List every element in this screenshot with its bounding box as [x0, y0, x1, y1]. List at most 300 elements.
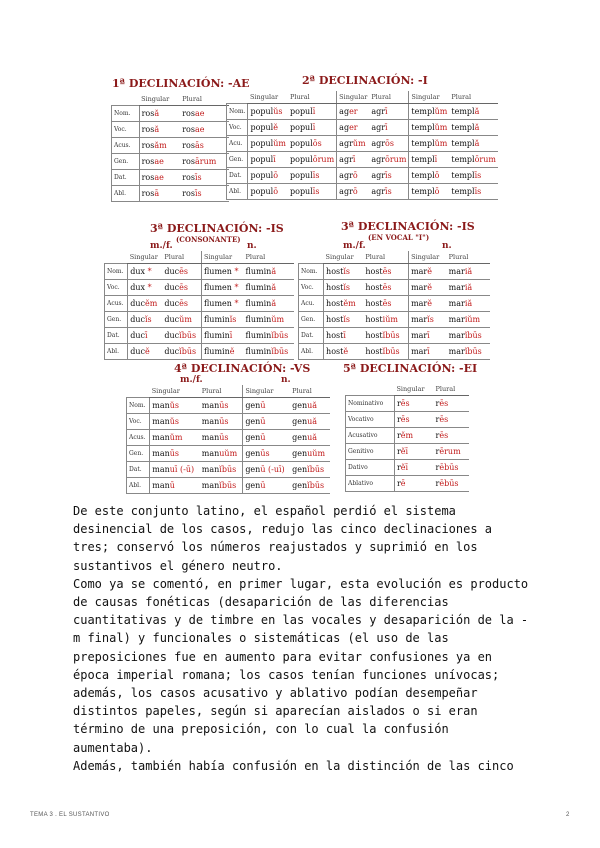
form-cell [150, 414, 200, 430]
word-stem: popul [250, 107, 274, 116]
word-stem: agr [371, 107, 386, 116]
form-cell [162, 264, 201, 280]
form-cell [288, 184, 337, 200]
table-row [112, 122, 230, 138]
column-header: Plural [290, 385, 330, 398]
word-stem: ros [141, 109, 155, 118]
word-ending: ĕ [427, 299, 432, 308]
form-cell [201, 312, 243, 328]
table-row [127, 398, 331, 414]
word-ending: ūs [219, 417, 229, 426]
table-row [127, 462, 331, 478]
decl3b-title: 3ª DECLINACIÓN: -IS [341, 220, 475, 233]
word-stem: templ [451, 187, 475, 196]
word-ending: ĕm [400, 431, 414, 440]
word-stem: mar [411, 299, 428, 308]
case-label: Voc. [127, 414, 150, 430]
word-ending: ēbūs [439, 479, 459, 488]
word-stem: duc [164, 331, 180, 340]
form-cell [434, 444, 469, 460]
table-row [227, 104, 499, 120]
word-stem: r [396, 399, 401, 408]
column-header: Plural [162, 251, 201, 264]
form-cell [139, 106, 180, 122]
word-ending: ŭm [434, 123, 448, 132]
word-stem: popul [290, 107, 313, 116]
form-cell [449, 136, 498, 152]
word-ending: ŭm [271, 315, 285, 324]
column-header: Plural [449, 91, 498, 104]
case-label: Nom. [105, 264, 128, 280]
word-ending: ĭbūs [382, 347, 400, 356]
word-ending: ĕ [273, 123, 278, 132]
word-ending: ūs [219, 401, 229, 410]
form-cell [139, 122, 180, 138]
case-label: Nom. [127, 398, 150, 414]
word-stem: man [201, 449, 220, 458]
form-cell [180, 122, 229, 138]
word-stem: ros [141, 189, 155, 198]
form-cell [288, 120, 337, 136]
word-stem: agr [371, 139, 386, 148]
form-cell [337, 104, 370, 120]
table-row [227, 184, 499, 200]
word-stem: host [326, 331, 344, 340]
decl3a-subtitle: (CONSONANTE) [176, 235, 241, 244]
form-cell [290, 430, 330, 446]
word-stem: man [201, 417, 220, 426]
word-ending: ēs [382, 283, 392, 292]
form-cell [248, 136, 288, 152]
table-row [299, 344, 491, 360]
word-ending: er [349, 123, 358, 132]
form-cell [288, 168, 337, 184]
word-stem: gen [245, 401, 261, 410]
column-header: Singular [201, 251, 243, 264]
form-cell [200, 478, 243, 494]
word-ending: uă [307, 433, 318, 442]
table-row [299, 296, 491, 312]
word-ending: ĭbūs [382, 331, 400, 340]
word-ending: uŭm [307, 449, 326, 458]
form-cell [201, 328, 243, 344]
word-stem: gen [245, 433, 261, 442]
form-cell [128, 312, 163, 328]
word-stem: popul [290, 155, 313, 164]
form-cell [150, 478, 200, 494]
word-ending: ī [427, 331, 430, 340]
form-cell [243, 414, 290, 430]
word-stem: r [396, 431, 401, 440]
word-stem: templ [411, 155, 435, 164]
column-header: Plural [369, 91, 409, 104]
decl1-table [111, 93, 229, 202]
word-stem: gen [292, 449, 308, 458]
case-label: Acu. [227, 136, 248, 152]
word-stem: ag [339, 107, 350, 116]
word-stem: flumin [245, 299, 272, 308]
table-row [105, 312, 295, 328]
word-ending: ō [273, 171, 279, 180]
header-case [112, 93, 140, 106]
word-stem: r [396, 463, 401, 472]
word-ending: ū [260, 481, 266, 490]
word-ending: ēs [439, 431, 449, 440]
form-cell [244, 328, 294, 344]
column-header: Singular [128, 251, 163, 264]
word-ending: ae [194, 109, 205, 118]
word-ending: īs [194, 189, 202, 198]
word-ending: ā [154, 189, 160, 198]
form-cell [369, 152, 409, 168]
case-label: Abl. [105, 344, 128, 360]
form-cell [128, 280, 163, 296]
form-cell [324, 328, 364, 344]
word-ending: ĭbūs [464, 347, 482, 356]
word-ending: ĕ [145, 347, 150, 356]
word-stem: templ [451, 139, 475, 148]
form-cell [394, 396, 433, 412]
header-case [105, 251, 128, 264]
form-cell [337, 168, 370, 184]
form-cell [324, 264, 364, 280]
word-stem: templ [411, 171, 435, 180]
word-stem: host [326, 347, 344, 356]
word-stem: r [435, 463, 440, 472]
word-ending: ārum [194, 157, 217, 166]
word-stem: agr [339, 155, 353, 164]
word-stem: flumin [245, 283, 272, 292]
case-label: Acusativo [346, 428, 395, 444]
decl5-table [345, 383, 469, 492]
word-stem: gen [292, 481, 308, 490]
word-stem: man [201, 401, 220, 410]
word-stem: popul [250, 171, 274, 180]
word-ending: * [145, 267, 152, 276]
word-ending: ă [271, 283, 277, 292]
form-cell [394, 444, 433, 460]
word-ending: ēs [179, 267, 189, 276]
form-cell [449, 152, 498, 168]
column-header: Singular [248, 91, 288, 104]
form-cell [200, 462, 243, 478]
table-row [112, 138, 230, 154]
case-label: Gen. [227, 152, 248, 168]
word-ending: ōs [312, 139, 322, 148]
word-ending: ă [474, 107, 480, 116]
form-cell [394, 460, 433, 476]
word-stem: man [152, 481, 170, 490]
word-stem: man [152, 449, 170, 458]
form-cell [200, 398, 243, 414]
form-cell [139, 154, 180, 170]
word-stem: ros [182, 157, 195, 166]
word-ending: ĭs [343, 267, 351, 276]
word-stem: duc [164, 283, 180, 292]
word-stem: r [435, 399, 440, 408]
case-label: Gen. [299, 312, 324, 328]
word-ending: ūs [219, 433, 229, 442]
word-ending: ae [154, 157, 164, 166]
form-cell [162, 280, 201, 296]
word-stem: agr [371, 155, 386, 164]
case-label: Dat. [299, 328, 324, 344]
word-ending: iă [464, 299, 473, 308]
word-stem: duc [130, 347, 145, 356]
form-cell [244, 344, 294, 360]
word-ending: ĭbūs [219, 481, 237, 490]
word-stem: r [435, 447, 440, 456]
word-ending: īs [385, 171, 392, 180]
word-stem: popul [290, 171, 313, 180]
word-stem: popul [250, 187, 274, 196]
word-ending: ĭs [229, 315, 237, 324]
word-stem: duc [164, 315, 180, 324]
word-stem: man [152, 433, 170, 442]
decl3b-group-n: n. [442, 241, 452, 251]
word-stem: host [326, 299, 344, 308]
word-ending: ī [312, 107, 316, 116]
word-ending: * [145, 283, 152, 292]
case-label: Dat. [227, 168, 248, 184]
word-ending: ōrum [474, 155, 496, 164]
decl3b-table [298, 251, 490, 360]
word-stem: host [365, 267, 383, 276]
word-stem: host [326, 267, 344, 276]
form-cell [290, 478, 330, 494]
word-ending: ēs [179, 283, 189, 292]
word-ending: er [349, 107, 358, 116]
word-ending: ĭbūs [219, 465, 237, 474]
word-ending: ū [260, 433, 266, 442]
form-cell [369, 120, 409, 136]
word-ending: uă [307, 417, 318, 426]
word-stem: ros [182, 173, 195, 182]
table-row [346, 428, 470, 444]
word-ending: ē [400, 479, 406, 488]
page-number: 2 [566, 812, 570, 818]
word-ending: īs [312, 187, 320, 196]
word-ending: ĭbūs [307, 465, 325, 474]
form-cell [337, 120, 370, 136]
form-cell [449, 168, 498, 184]
word-stem: r [396, 447, 401, 456]
case-label: Voc. [112, 122, 140, 138]
case-label: Acus. [127, 430, 150, 446]
word-ending: ī [343, 331, 346, 340]
column-header: Plural [434, 383, 469, 396]
word-ending: īs [385, 187, 392, 196]
decl3a-table [104, 251, 294, 360]
form-cell [324, 344, 364, 360]
word-stem: flumin [203, 331, 230, 340]
form-cell [128, 328, 163, 344]
form-cell [201, 264, 243, 280]
case-label: Vocativo [346, 412, 395, 428]
form-cell [409, 168, 449, 184]
word-stem: duc [130, 331, 145, 340]
word-ending: ăm [154, 141, 167, 150]
word-ending: ĭbūs [271, 347, 289, 356]
word-stem: ros [141, 125, 155, 134]
table-row [346, 412, 470, 428]
word-stem: gen [245, 481, 261, 490]
word-stem: agr [371, 187, 386, 196]
column-header: Singular [243, 385, 290, 398]
case-label: Nom. [299, 264, 324, 280]
word-ending: ŭs [169, 401, 180, 410]
table-row [127, 478, 331, 494]
column-header: Singular [394, 383, 433, 396]
word-ending: ēs [439, 415, 449, 424]
form-cell [150, 398, 200, 414]
table-row [299, 312, 491, 328]
form-cell [248, 104, 288, 120]
table-row [112, 186, 230, 202]
form-cell [447, 312, 490, 328]
form-cell [394, 428, 433, 444]
form-cell [434, 412, 469, 428]
word-ending: ŭm [434, 139, 448, 148]
word-stem: agr [339, 187, 353, 196]
column-header: Singular [150, 385, 200, 398]
word-stem: ros [182, 125, 195, 134]
form-cell [290, 414, 330, 430]
column-header: Singular [139, 93, 180, 106]
header-case [227, 91, 248, 104]
case-label: Acus. [112, 138, 140, 154]
word-stem: mar [448, 299, 465, 308]
form-cell [369, 184, 409, 200]
word-ending: ĭbūs [271, 331, 289, 340]
word-stem: mar [411, 267, 428, 276]
word-ending: ŭm [273, 139, 286, 148]
word-stem: mar [448, 331, 465, 340]
case-label: Voc. [299, 280, 324, 296]
form-cell [180, 170, 229, 186]
word-stem: popul [250, 139, 274, 148]
form-cell [128, 344, 163, 360]
word-stem: ros [141, 141, 155, 150]
word-ending: ōs [385, 139, 394, 148]
form-cell [409, 328, 447, 344]
word-ending: ĭbūs [464, 331, 482, 340]
form-cell [409, 120, 449, 136]
paragraph-1: De este conjunto latino, el español perdió el sistema desinencial de los casos, redujo las cinco declinaciones a tres; conservó los números reajustados y suprimió en los sustantivos el género neutro. [73, 504, 493, 573]
form-cell [324, 312, 364, 328]
form-cell [201, 296, 243, 312]
form-cell [409, 184, 449, 200]
case-label: Acu. [299, 296, 324, 312]
form-cell [394, 476, 433, 492]
form-cell [201, 344, 243, 360]
word-stem: r [435, 415, 440, 424]
word-stem: gen [245, 449, 261, 458]
case-label: Gen. [127, 446, 150, 462]
form-cell [139, 138, 180, 154]
form-cell [243, 430, 290, 446]
table-row [105, 280, 295, 296]
word-stem: popul [290, 123, 313, 132]
form-cell [150, 462, 200, 478]
form-cell [434, 428, 469, 444]
word-stem: host [365, 299, 383, 308]
word-stem: popul [250, 123, 274, 132]
table-row [346, 444, 470, 460]
word-ending: ōrum [385, 155, 407, 164]
word-ending: ī [273, 155, 276, 164]
word-stem: host [326, 315, 344, 324]
form-cell [363, 264, 408, 280]
word-ending: ās [194, 141, 204, 150]
word-ending: ī [229, 331, 233, 340]
table-row [127, 446, 331, 462]
word-ending: ă [154, 125, 160, 134]
word-stem: flumin [245, 331, 272, 340]
table-row [105, 344, 295, 360]
form-cell [290, 462, 330, 478]
decl1-title: 1ª DECLINACIÓN: -AE [112, 77, 250, 90]
column-header: Plural [244, 251, 294, 264]
form-cell [288, 136, 337, 152]
word-ending: īs [194, 173, 202, 182]
case-label: Dativo [346, 460, 395, 476]
word-ending: * [231, 283, 239, 292]
word-ending: uī (-ū) [169, 465, 195, 474]
word-ending: ī [312, 123, 316, 132]
decl4-group-mf: m./f. [180, 375, 203, 385]
word-ending: ĕī [400, 463, 409, 472]
table-row [346, 460, 470, 476]
case-label: Abl. [127, 478, 150, 494]
column-header: Singular [337, 91, 370, 104]
word-stem: flumen [203, 267, 232, 276]
word-ending: ĕ [343, 347, 349, 356]
form-cell [201, 280, 243, 296]
word-ending: ĭs [343, 315, 351, 324]
table-row [127, 430, 331, 446]
form-cell [447, 328, 490, 344]
form-cell [363, 296, 408, 312]
word-stem: agr [371, 123, 386, 132]
case-label: Dat. [127, 462, 150, 478]
form-cell [162, 312, 201, 328]
form-cell [180, 154, 229, 170]
column-header: Singular [409, 251, 447, 264]
form-cell [394, 412, 433, 428]
form-cell [248, 152, 288, 168]
form-cell [290, 398, 330, 414]
word-ending: ŭm [179, 315, 192, 324]
decl2-title: 2ª DECLINACIÓN: -I [302, 74, 428, 87]
form-cell [434, 396, 469, 412]
table-row [346, 396, 470, 412]
word-stem: host [365, 347, 383, 356]
word-ending: ērum [439, 447, 461, 456]
word-ending: * [231, 299, 239, 308]
form-cell [409, 264, 447, 280]
header-case [127, 385, 150, 398]
table-row [105, 296, 295, 312]
footer-title: TEMA 3 . EL SUSTANTIVO [30, 812, 110, 818]
body-text [73, 502, 533, 775]
form-cell [244, 312, 294, 328]
form-cell [243, 478, 290, 494]
word-stem: duc [130, 315, 145, 324]
word-ending: ēs [439, 399, 449, 408]
table-row [227, 120, 499, 136]
word-stem: man [152, 401, 170, 410]
